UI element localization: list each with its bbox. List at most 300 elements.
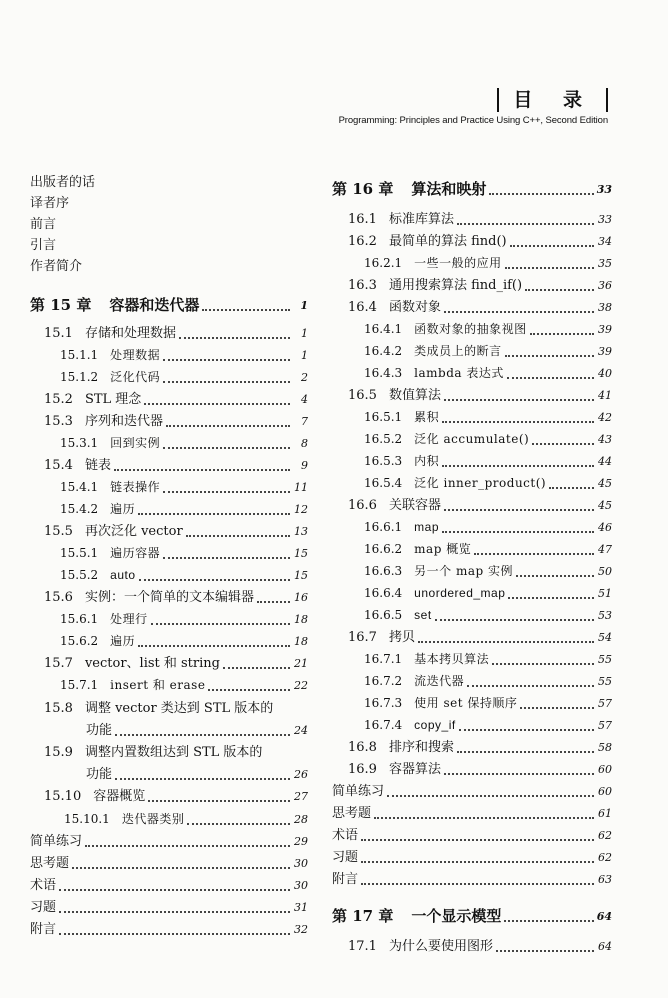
toc-entry[interactable] [332, 492, 612, 514]
toc-entry[interactable] [30, 253, 308, 275]
toc-entry-label: 前言 [30, 217, 57, 232]
toc-page-number: 55 [598, 653, 612, 666]
leader-dots [505, 257, 594, 269]
toc-entry-label: set [414, 608, 432, 622]
toc-page-number: 51 [598, 587, 612, 600]
toc-page-number: 21 [294, 657, 308, 670]
leader-dots [505, 345, 594, 357]
toc-page-number: 55 [598, 675, 612, 688]
leader-dots [163, 371, 290, 383]
leader-dots [151, 613, 290, 625]
toc-entry[interactable] [30, 211, 308, 233]
toc-entry-label: 回到实例 [110, 436, 161, 450]
leader-dots [115, 768, 290, 780]
toc-entry[interactable] [30, 872, 308, 894]
toc-entry-number: 15.1 [44, 326, 73, 341]
toc-entry-number: 16.3 [348, 278, 377, 293]
toc-entry[interactable] [30, 717, 308, 739]
toc-entry[interactable] [332, 360, 612, 382]
toc-entry-number: 15.5 [44, 524, 73, 539]
toc-entry[interactable] [30, 496, 308, 518]
book-subtitle: Programming: Principles and Practice Using C++, Second Edition [338, 115, 608, 126]
toc-page-number: 60 [598, 763, 612, 776]
toc-entry-label: 数值算法 [388, 388, 441, 403]
toc-entry-label: map [414, 520, 440, 534]
toc-page-number: 64 [598, 940, 612, 953]
toc-entry-label: 简单练习 [30, 834, 83, 849]
toc-entry-label: 一些一般的应用 [414, 256, 502, 270]
toc-entry[interactable] [332, 778, 612, 800]
toc-entry-label: 函数对象的抽象视图 [414, 322, 527, 336]
toc-entry-number: 15.4 [44, 458, 73, 473]
toc-entry-label: 容器概览 [93, 789, 146, 804]
toc-entry-number: 15.10.1 [64, 812, 110, 826]
toc-page-number: 1 [301, 349, 308, 362]
page-header [339, 88, 608, 126]
leader-dots [59, 901, 290, 913]
toc-entry[interactable] [332, 756, 612, 778]
leader-dots [508, 587, 594, 599]
leader-dots [361, 851, 594, 863]
toc-entry[interactable] [30, 169, 308, 191]
toc-page-number: 18 [294, 635, 308, 648]
toc-page-number: 63 [598, 873, 612, 886]
toc-entry-label: 附言 [30, 922, 57, 937]
leader-dots [442, 411, 594, 423]
toc-entry-label: 容器算法 [388, 762, 441, 777]
toc-page-number: 15 [294, 547, 308, 560]
leader-dots [520, 697, 594, 709]
toc-entry-label: 处理数据 [110, 348, 161, 362]
toc-entry-label: 流迭代器 [414, 674, 465, 688]
toc-entry[interactable] [30, 562, 308, 584]
toc-entry-label: 译者序 [30, 196, 70, 211]
toc-entry-label: 功能 [86, 723, 113, 738]
toc-entry-number: 16.5.3 [364, 454, 403, 468]
toc-entry-label: 调整 vector 类达到 STL 版本的 [84, 701, 274, 716]
leader-dots [530, 323, 594, 335]
toc-entry-label: unordered_map [414, 586, 506, 600]
toc-page-number: 47 [598, 543, 612, 556]
toc-page-number: 31 [294, 901, 308, 914]
toc-entry-label: 泛化 inner_product() [414, 476, 547, 490]
toc-page-number: 33 [596, 183, 612, 196]
toc-entry-label: 思考题 [332, 806, 372, 821]
toc-entry-number: 16.6.4 [364, 586, 403, 600]
toc-entry-number: 15.7 [44, 656, 73, 671]
toc-entry[interactable] [332, 668, 612, 690]
toc-entry-number: 15.6 [44, 590, 73, 605]
toc-page-number: 30 [294, 857, 308, 870]
toc-entry-number: 15.4.1 [60, 480, 99, 494]
toc-entry[interactable] [30, 650, 308, 672]
toc-entry[interactable] [332, 558, 612, 580]
toc-entry[interactable] [30, 430, 308, 452]
toc-entry-number: 第 16 章 [332, 180, 394, 198]
toc-entry[interactable] [332, 866, 612, 888]
toc-entry[interactable] [332, 250, 612, 272]
toc-entry-number: 15.5.2 [60, 568, 99, 582]
toc-entry-label: 为什么要使用图形 [388, 939, 493, 954]
toc-entry[interactable] [332, 602, 612, 624]
toc-page-number: 12 [294, 503, 308, 516]
toc-entry[interactable] [332, 536, 612, 558]
toc-entry[interactable] [30, 916, 308, 938]
toc-entry-number: 16.4.1 [364, 322, 403, 336]
toc-entry[interactable] [30, 408, 308, 430]
leader-dots [444, 499, 594, 511]
toc-page-number: 57 [598, 719, 612, 732]
toc-entry-label: map 概览 [414, 542, 472, 556]
toc-entry[interactable] [30, 320, 308, 342]
leader-dots [444, 301, 594, 313]
toc-entry-number: 16.2 [348, 234, 377, 249]
toc-entry-number: 15.3.1 [60, 436, 99, 450]
toc-page-number: 62 [598, 829, 612, 842]
toc-entry-label: 迭代器类别 [121, 812, 185, 826]
toc-entry[interactable] [332, 338, 612, 360]
toc-entry-label: 链表操作 [110, 480, 161, 494]
toc-entry[interactable] [332, 272, 612, 294]
leader-dots [489, 183, 594, 195]
toc-entry[interactable] [332, 646, 612, 668]
leader-dots [223, 657, 290, 669]
leader-dots [492, 653, 594, 665]
toc-entry-label: 关联容器 [388, 498, 441, 513]
toc-page-number: 27 [294, 790, 308, 803]
toc-entry-number: 15.4.2 [60, 502, 99, 516]
toc-entry-label: 遍历容器 [110, 546, 161, 560]
leader-dots [435, 609, 594, 621]
toc-entry[interactable] [332, 228, 612, 250]
toc-entry-number: 15.1.2 [60, 370, 99, 384]
toc-entry[interactable] [30, 894, 308, 916]
toc-page-number: 64 [596, 910, 612, 923]
leader-dots [459, 719, 594, 731]
leader-dots [387, 785, 594, 797]
leader-dots [179, 327, 290, 339]
toc-page-number: 46 [598, 521, 612, 534]
toc-entry-number: 16.6 [348, 498, 377, 513]
toc-entry-number: 16.6.1 [364, 520, 403, 534]
leader-dots [202, 299, 290, 311]
toc-entry-label: 术语 [332, 828, 359, 843]
toc-entry-number: 第 17 章 [332, 907, 394, 925]
leader-dots [166, 415, 290, 427]
toc-entry-number: 15.6.1 [60, 612, 99, 626]
leader-dots [187, 813, 290, 825]
toc-page-number: 33 [598, 213, 612, 226]
toc-entry-number: 15.5.1 [60, 546, 99, 560]
leader-dots [163, 349, 290, 361]
toc-entry-number: 16.2.1 [364, 256, 403, 270]
toc-entry-label: auto [110, 568, 136, 582]
leader-dots [361, 873, 594, 885]
toc-page-number: 39 [598, 323, 612, 336]
leader-dots [467, 675, 594, 687]
leader-dots [72, 857, 290, 869]
leader-dots [510, 235, 594, 247]
toc-entry[interactable] [30, 364, 308, 386]
toc-entry-label: 遍历 [110, 634, 136, 648]
leader-dots [115, 724, 290, 736]
toc-entry-label: 最简单的算法 find() [388, 234, 507, 249]
leader-dots [59, 923, 290, 935]
toc-entry[interactable] [332, 294, 612, 316]
toc-entry[interactable] [332, 822, 612, 844]
toc-page-number: 13 [294, 525, 308, 538]
toc-entry[interactable] [332, 712, 612, 734]
toc-entry-label: 算法和映射 [411, 180, 487, 198]
toc-page-number: 44 [598, 455, 612, 468]
toc-entry-label: 泛化 accumulate() [414, 432, 530, 446]
toc-entry[interactable] [30, 606, 308, 628]
leader-dots [444, 389, 594, 401]
toc-entry-label: 使用 set 保持顺序 [414, 696, 518, 710]
toc-entry-number: 16.5.4 [364, 476, 403, 490]
leader-dots [532, 433, 594, 445]
toc-entry[interactable] [30, 850, 308, 872]
toc-page-number: 62 [598, 851, 612, 864]
toc-entry[interactable] [332, 316, 612, 338]
toc-entry-label: 函数对象 [388, 300, 441, 315]
toc-page-number: 45 [598, 499, 612, 512]
toc-entry-number: 16.5.1 [364, 410, 403, 424]
toc-entry-label: 一个显示模型 [411, 907, 502, 925]
toc-entry[interactable] [332, 580, 612, 602]
toc-entry-label: 功能 [86, 767, 113, 782]
toc-entry[interactable] [332, 844, 612, 866]
toc-entry[interactable] [332, 933, 612, 955]
toc-entry[interactable] [30, 672, 308, 694]
toc-entry[interactable] [332, 734, 612, 756]
toc-entry[interactable] [332, 624, 612, 646]
toc-entry-label: 附言 [332, 872, 359, 887]
toc-page-number: 16 [294, 591, 308, 604]
leader-dots [59, 879, 290, 891]
toc-entry-number: 15.2 [44, 392, 73, 407]
toc-entry-label: 出版者的话 [30, 175, 96, 190]
toc-entry-label: 再次泛化 vector [84, 524, 183, 539]
toc-entry-number: 16.4.2 [364, 344, 403, 358]
toc-page-number: 42 [598, 411, 612, 424]
toc-page-number: 26 [294, 768, 308, 781]
leader-dots [444, 763, 594, 775]
toc-entry-number: 16.9 [348, 762, 377, 777]
toc-entry-number: 16.7.3 [364, 696, 403, 710]
leader-dots [186, 525, 290, 537]
toc-entry[interactable] [30, 783, 308, 805]
toc-entry-number: 15.9 [44, 745, 73, 760]
toc-page-number: 24 [294, 724, 308, 737]
toc-entry[interactable] [332, 448, 612, 470]
leader-dots [361, 829, 594, 841]
toc-page-number: 18 [294, 613, 308, 626]
toc-entry-number: 15.10 [44, 789, 82, 804]
toc-page-number: 38 [598, 301, 612, 314]
toc-page-number: 36 [598, 279, 612, 292]
leader-dots [457, 741, 594, 753]
toc-entry[interactable] [30, 584, 308, 606]
toc-entry-label: 累积 [414, 410, 440, 424]
toc-entry-label: 容器和迭代器 [109, 296, 200, 314]
leader-dots [138, 503, 290, 515]
toc-entry[interactable] [332, 382, 612, 404]
leader-dots [163, 437, 290, 449]
toc-entry-number: 16.7.2 [364, 674, 403, 688]
toc-entry-number: 16.5.2 [364, 432, 403, 446]
toc-page-number: 43 [598, 433, 612, 446]
toc-entry[interactable] [30, 540, 308, 562]
toc-chapter[interactable] [332, 903, 612, 925]
leader-dots [208, 679, 290, 691]
toc-entry[interactable] [30, 695, 308, 717]
toc-entry[interactable] [30, 739, 308, 761]
toc-entry[interactable] [332, 690, 612, 712]
toc-page-number: 61 [598, 807, 612, 820]
toc-entry-label: 作者简介 [30, 259, 83, 274]
toc-entry-number: 17.1 [348, 939, 377, 954]
toc-entry-number: 15.7.1 [60, 678, 99, 692]
leader-dots [148, 790, 290, 802]
toc-entry-number: 16.8 [348, 740, 377, 755]
toc-entry[interactable] [30, 806, 308, 828]
toc-page-number: 22 [294, 679, 308, 692]
toc-entry-label: 内积 [414, 454, 440, 468]
toc-entry[interactable] [30, 386, 308, 408]
toc-entry-label: lambda 表达式 [414, 366, 504, 380]
leader-dots [85, 835, 290, 847]
leader-dots [139, 569, 290, 581]
toc-entry[interactable] [332, 800, 612, 822]
toc-entry-number: 16.1 [348, 212, 377, 227]
leader-dots [474, 543, 594, 555]
toc-entry-number: 16.4.3 [364, 366, 403, 380]
toc-chapter[interactable] [332, 176, 612, 198]
toc-entry-number: 15.3 [44, 414, 73, 429]
toc-chapter[interactable] [30, 292, 308, 314]
leader-dots [418, 631, 594, 643]
toc-entry[interactable] [30, 828, 308, 850]
leader-dots [516, 565, 594, 577]
toc-entry-label: vector、list 和 string [84, 656, 220, 671]
toc-page-number: 2 [301, 371, 308, 384]
toc-page-number: 30 [294, 879, 308, 892]
leader-dots [163, 481, 290, 493]
toc-page-number: 53 [598, 609, 612, 622]
toc-entry[interactable] [30, 518, 308, 540]
toc-page-number: 35 [598, 257, 612, 270]
toc-entry[interactable] [332, 470, 612, 492]
toc-page-number: 39 [598, 345, 612, 358]
toc-entry-number: 15.6.2 [60, 634, 99, 648]
toc-entry[interactable] [332, 206, 612, 228]
toc-entry-number: 16.6.2 [364, 542, 403, 556]
toc-entry-number: 16.7 [348, 630, 377, 645]
toc-page-number: 58 [598, 741, 612, 754]
toc-page-number: 28 [294, 813, 308, 826]
toc-entry-label: 另一个 map 实例 [414, 564, 514, 578]
toc-entry-label: 标准库算法 [388, 212, 454, 227]
toc-page-number: 4 [301, 393, 308, 406]
toc-entry-label: 拷贝 [388, 630, 415, 645]
toc-page-number: 34 [598, 235, 612, 248]
toc-entry[interactable] [332, 514, 612, 536]
toc-page-number: 41 [598, 389, 612, 402]
toc-page-number: 9 [301, 459, 308, 472]
toc-entry-label: 习题 [30, 900, 57, 915]
toc-entry-label: 术语 [30, 878, 57, 893]
toc-entry-label: insert 和 erase [110, 678, 206, 692]
toc-entry-label: 泛化代码 [110, 370, 161, 384]
leader-dots [457, 213, 594, 225]
toc-entry[interactable] [332, 404, 612, 426]
toc-entry-label: 序列和迭代器 [84, 414, 163, 429]
toc-entry-number: 16.7.1 [364, 652, 403, 666]
toc-page-number: 7 [301, 415, 308, 428]
leader-dots [504, 910, 594, 922]
toc-entry[interactable] [30, 452, 308, 474]
toc-page-number: 8 [301, 437, 308, 450]
toc-entry[interactable] [30, 232, 308, 254]
toc-entry-label: 类成员上的断言 [414, 344, 502, 358]
toc-page-number: 60 [598, 785, 612, 798]
toc-entry-label: 处理行 [110, 612, 148, 626]
toc-entry[interactable] [30, 190, 308, 212]
toc-entry-label: 思考题 [30, 856, 70, 871]
toc-entry-number: 16.4 [348, 300, 377, 315]
toc-entry[interactable] [30, 342, 308, 364]
leader-dots [442, 521, 594, 533]
toc-entry[interactable] [30, 761, 308, 783]
toc-page-number: 29 [294, 835, 308, 848]
leader-dots [163, 547, 290, 559]
toc-entry-number: 16.5 [348, 388, 377, 403]
leader-dots [374, 807, 594, 819]
toc-title: 目 录 [497, 88, 608, 112]
toc-entry-label: STL 理念 [84, 392, 142, 407]
toc-page-number: 15 [294, 569, 308, 582]
toc-page-number: 1 [300, 299, 308, 312]
leader-dots [138, 635, 290, 647]
toc-entry[interactable] [30, 474, 308, 496]
toc-entry-label: copy_if [414, 718, 456, 732]
toc-entry-number: 第 15 章 [30, 296, 92, 314]
toc-entry-label: 排序和搜索 [388, 740, 454, 755]
leader-dots [257, 591, 290, 603]
toc-entry-number: 16.6.5 [364, 608, 403, 622]
toc-entry-number: 15.8 [44, 701, 73, 716]
toc-entry-label: 实例：一个简单的文本编辑器 [84, 590, 254, 605]
toc-page-number: 1 [301, 327, 308, 340]
toc-page-number: 11 [294, 481, 308, 494]
toc-entry-label: 通用搜索算法 find_if() [388, 278, 523, 293]
leader-dots [507, 367, 594, 379]
leader-dots [114, 459, 290, 471]
toc-entry[interactable] [332, 426, 612, 448]
toc-entry-number: 16.6.3 [364, 564, 403, 578]
leader-dots [144, 393, 290, 405]
toc-page-number: 57 [598, 697, 612, 710]
toc-entry-number: 15.1.1 [60, 348, 99, 362]
toc-page-number: 50 [598, 565, 612, 578]
toc-entry[interactable] [30, 628, 308, 650]
toc-page-number: 40 [598, 367, 612, 380]
toc-entry-number: 16.7.4 [364, 718, 403, 732]
toc-page-number: 32 [294, 923, 308, 936]
leader-dots [496, 940, 594, 952]
toc-entry-label: 遍历 [110, 502, 136, 516]
